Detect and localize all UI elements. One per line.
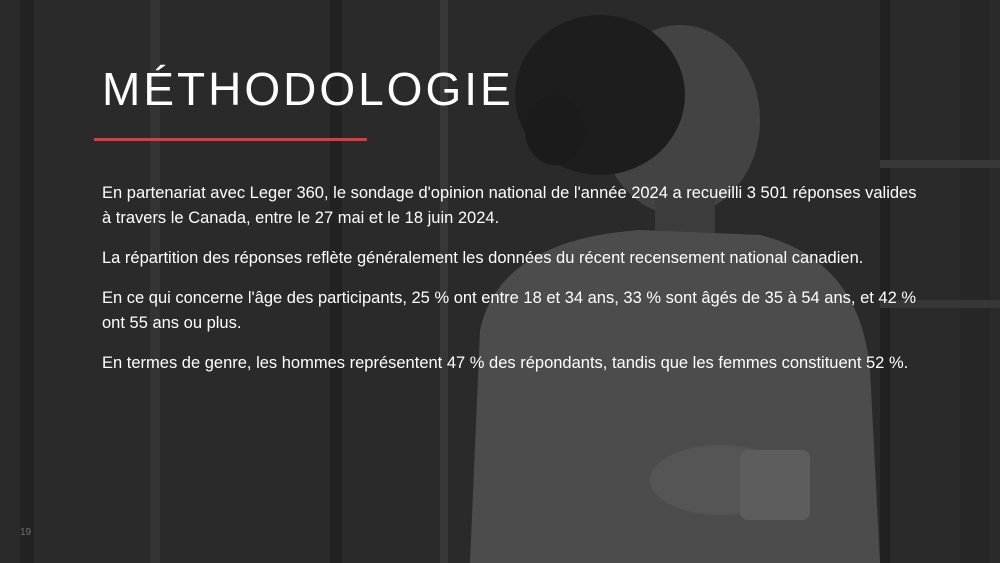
paragraph-partnership: En partenariat avec Leger 360, le sondage d'opinion national de l'année 2024 a recueilli 3 501 réponses valides à travers le Canada, entre le 27 mai et le 18 juin 2024.	[102, 184, 917, 227]
body-text	[102, 181, 922, 391]
paragraph-gender: En termes de genre, les hommes représentent 47 % des répondants, tandis que les femmes constituent 52 %.	[102, 354, 909, 372]
paragraph-distribution: La répartition des réponses reflète généralement les données du récent recensement national canadien.	[102, 249, 864, 267]
page-title: MÉTHODOLOGIE	[102, 63, 514, 115]
title-underline	[94, 138, 367, 141]
page-number: 19	[20, 527, 32, 538]
paragraph-age: En ce qui concerne l'âge des participants, 25 % ont entre 18 et 34 ans, 33 % sont âgés de 35 à 54 ans, et 42 % ont 55 ans ou plus.	[102, 289, 917, 332]
